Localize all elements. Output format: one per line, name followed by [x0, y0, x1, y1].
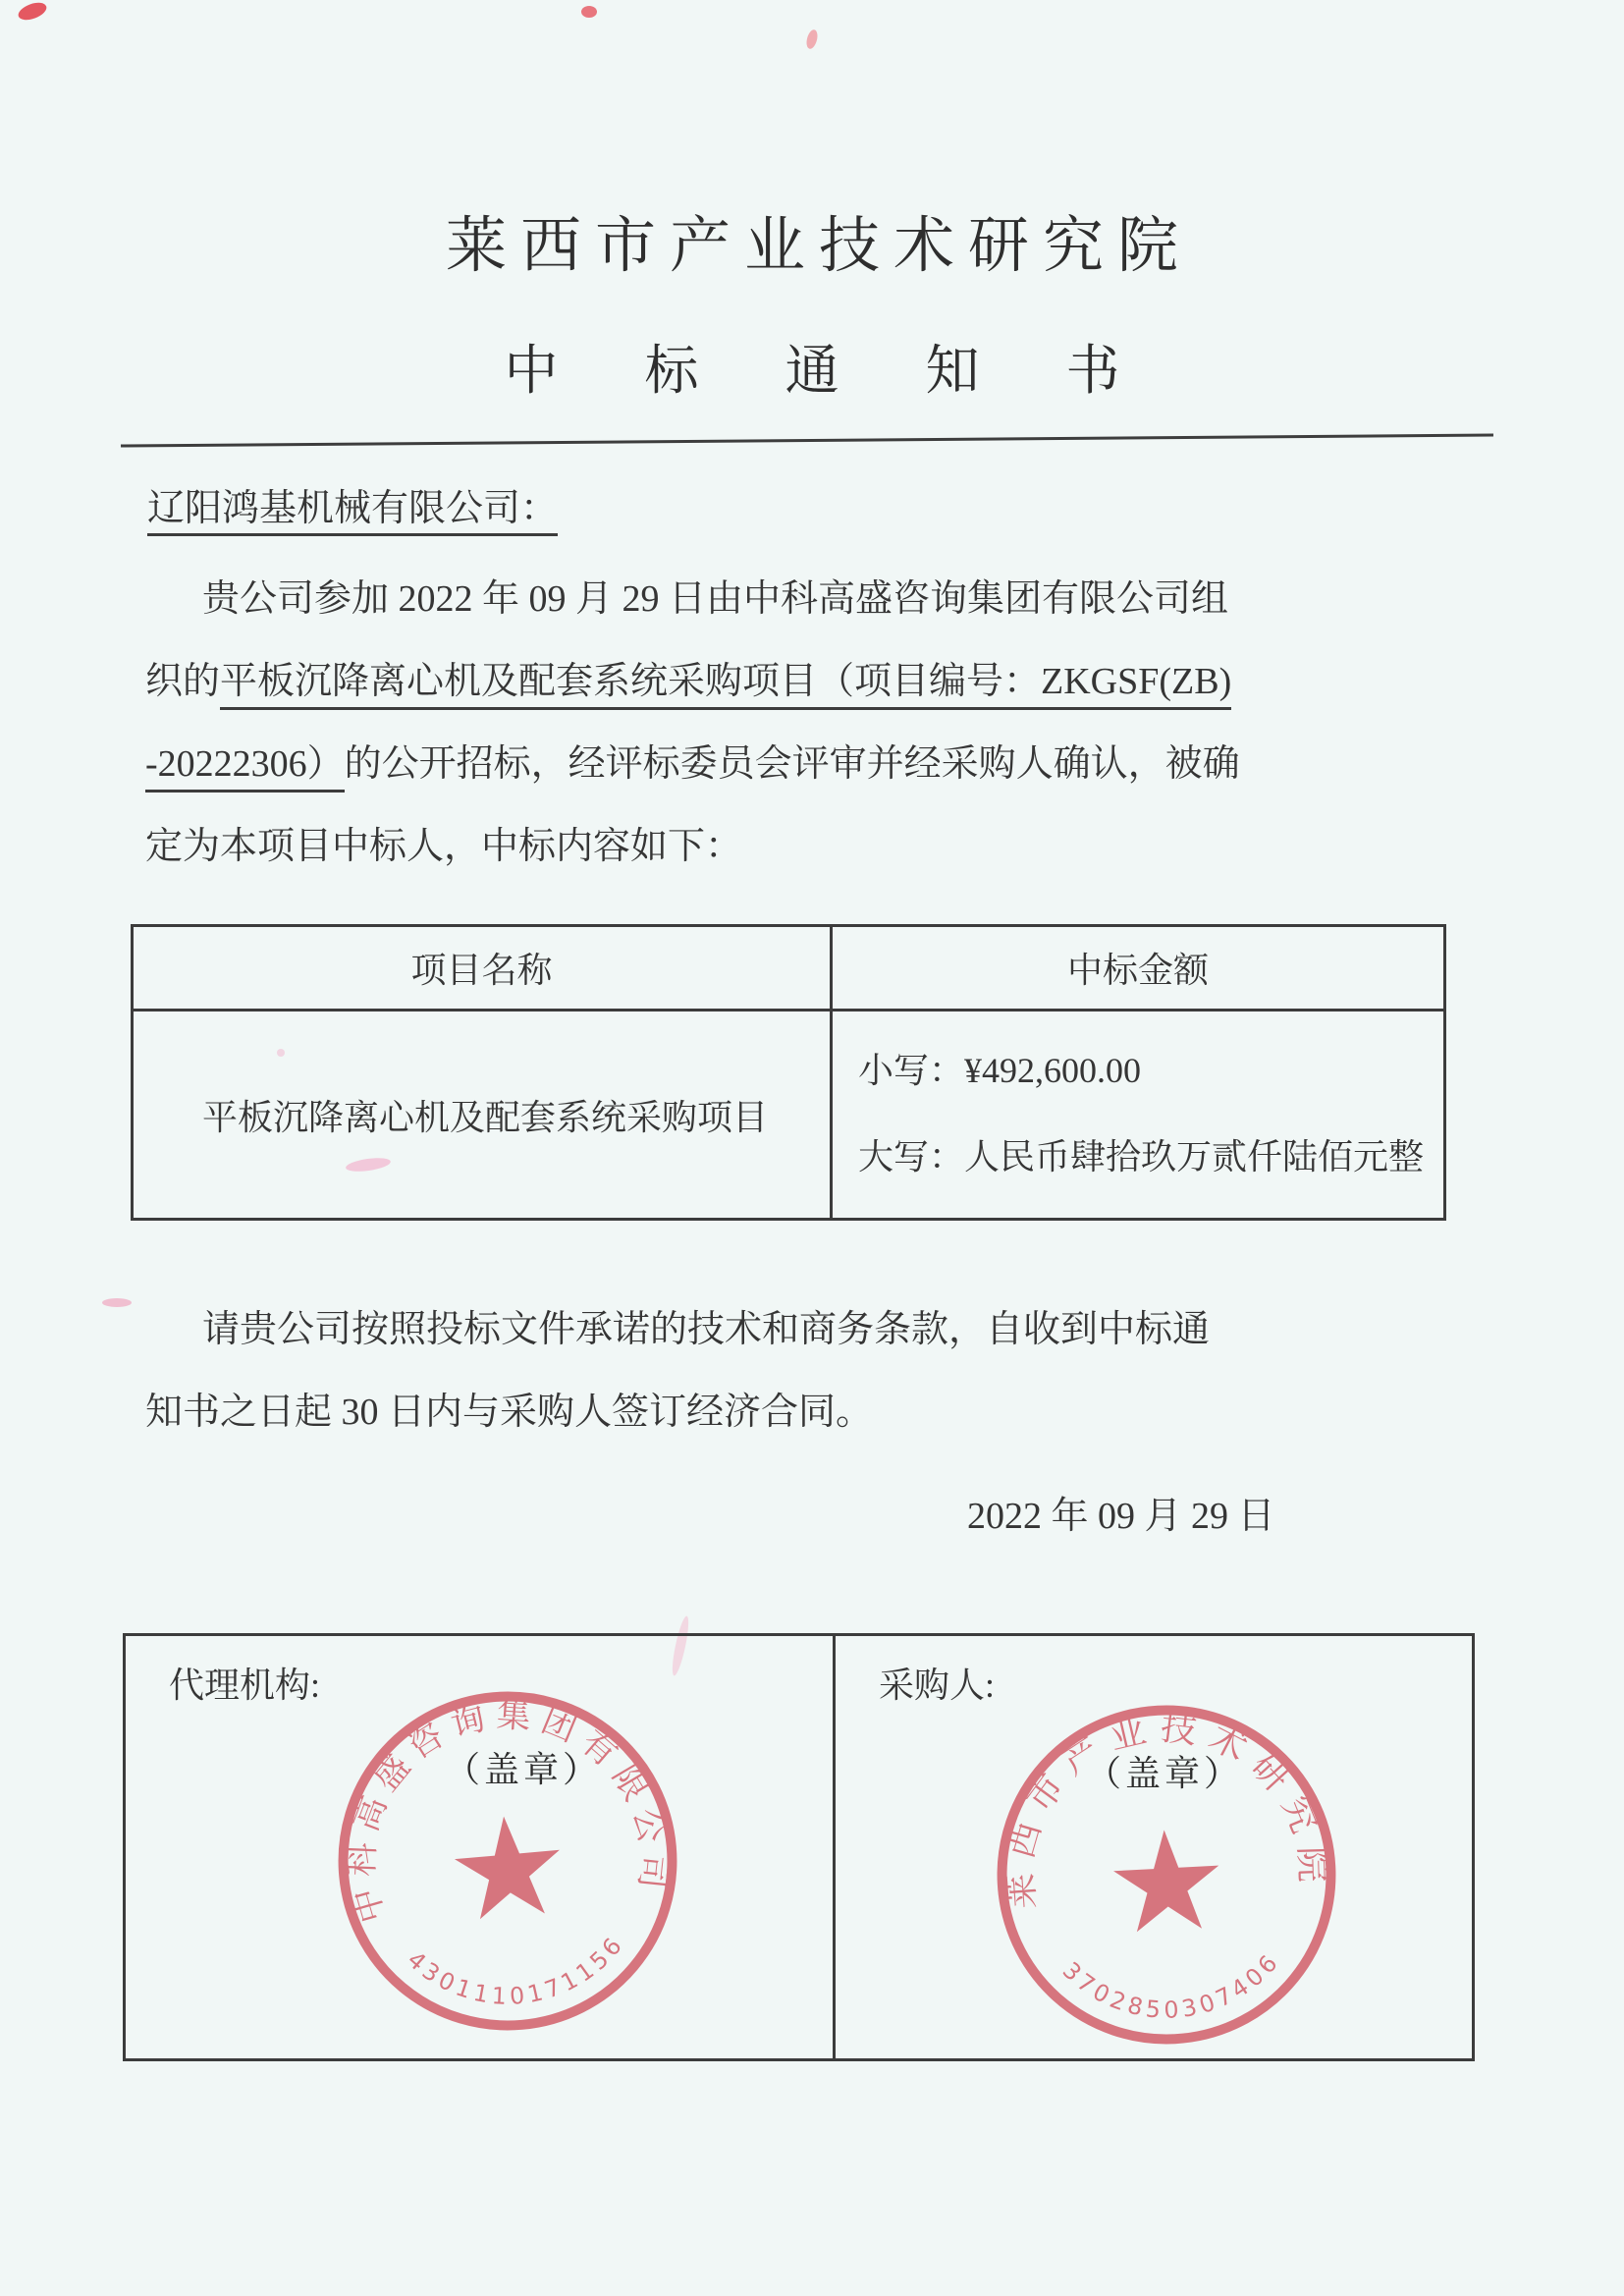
- recipient-company-name: 辽阳鸿基机械有限公司：: [147, 488, 558, 536]
- project-number-underlined: -20222306）: [145, 743, 345, 793]
- para1-line2: [145, 640, 1492, 723]
- amount-in-words: 大写：人民币肆拾玖万贰仟陆佰元整: [858, 1137, 1425, 1176]
- document-title: 中标通知书: [504, 341, 1207, 401]
- table-cell-project-name: 平板沉降离心机及配套系统采购项目: [134, 1011, 833, 1218]
- purchaser-label: 采购人:: [879, 1666, 996, 1705]
- para2-line1: 请贵公司按照投标文件承诺的技术和商务条款，自收到中标通: [202, 1309, 1211, 1350]
- agency-signature-cell: [126, 1636, 836, 2058]
- table-header-project-name: 项目名称: [134, 927, 833, 1011]
- purchaser-signature-cell: [836, 1636, 1472, 2058]
- award-table: [131, 924, 1446, 1221]
- para1-line3: [145, 723, 1492, 805]
- seal-star: [1111, 1828, 1222, 1934]
- body-paragraph-1: [145, 558, 1492, 888]
- organization-title: 莱西市产业技术研究院: [445, 213, 1192, 280]
- title-divider-rule: [121, 434, 1493, 448]
- amount-in-figures: 小写：¥492,600.00: [858, 1051, 1142, 1090]
- scan-artifact-red-mark: [581, 6, 597, 18]
- para1-line2-normal: 织的: [145, 661, 221, 702]
- agency-seal-number: 4301110171156: [402, 1929, 630, 2010]
- scan-artifact-red-mark: [805, 28, 820, 50]
- table-cell-award-amount: [833, 1011, 1443, 1218]
- agency-company-seal: [314, 1667, 701, 2054]
- para2-line2: 知书之日起 30 日内与采购人签订经济合同。: [145, 1392, 874, 1433]
- para1-line3-normal: 的公开招标，经评标委员会评审并经采购人确认，被确: [344, 743, 1240, 785]
- body-paragraph-2: [145, 1288, 1492, 1453]
- purchaser-stamp-note: （盖章）: [1086, 1754, 1244, 1793]
- scan-artifact-pink-smudge: [102, 1298, 132, 1307]
- agency-stamp-note: （盖章）: [445, 1750, 603, 1789]
- signature-table: [123, 1633, 1475, 2061]
- scan-artifact-red-mark: [16, 0, 48, 24]
- document-date: 2022 年 09 月 29 日: [967, 1496, 1275, 1537]
- para1-line4: 定为本项目中标人，中标内容如下：: [145, 826, 743, 867]
- purchaser-seal-text: 莱西市产业技术研究院: [1000, 1707, 1333, 1911]
- project-name-underlined: 平板沉降离心机及配套系统采购项目（项目编号：ZKGSF(ZB): [220, 661, 1231, 710]
- para1-line1: 贵公司参加 2022 年 09 月 29 日由中科高盛咨询集团有限公司组: [202, 578, 1229, 620]
- purchaser-seal-number: 3702850307406: [1056, 1946, 1286, 2025]
- seal-star: [452, 1812, 566, 1921]
- agency-label: 代理机构:: [169, 1666, 321, 1705]
- purchaser-institute-seal: [979, 1687, 1355, 2063]
- agency-seal-text: 中科高盛咨询集团有限公司: [343, 1696, 673, 1927]
- recipient-line: [147, 477, 558, 531]
- table-header-award-amount: 中标金额: [833, 927, 1443, 1011]
